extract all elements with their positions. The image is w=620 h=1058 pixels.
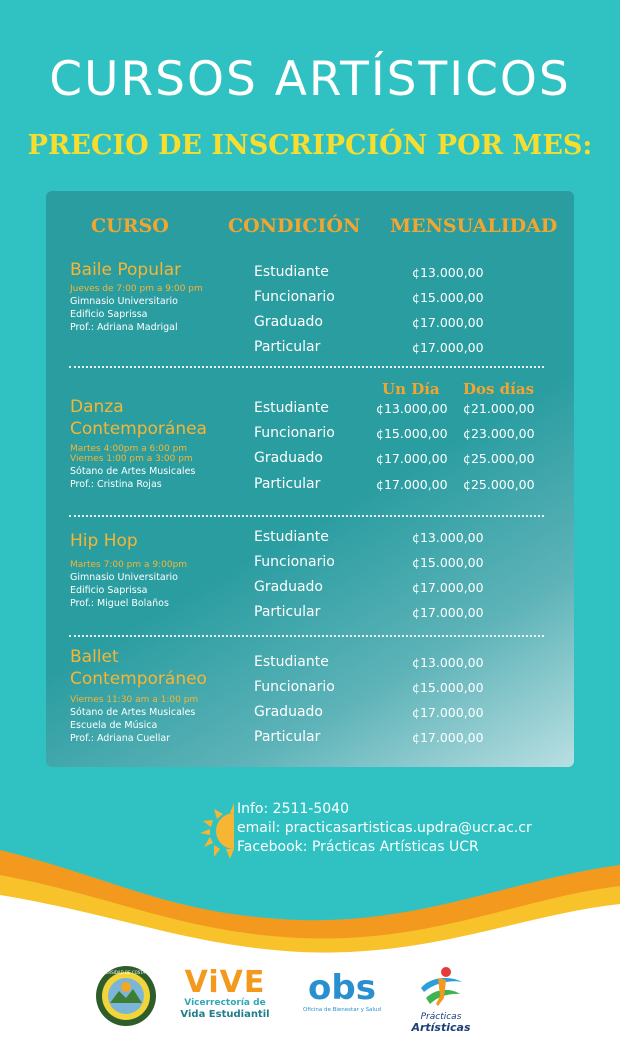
course-info: Prof.: Cristina Rojas bbox=[70, 479, 162, 490]
course-name: Danza bbox=[70, 397, 124, 417]
course-info: Prof.: Adriana Madrigal bbox=[70, 322, 178, 333]
section-divider bbox=[69, 366, 544, 368]
course-name: Ballet bbox=[70, 647, 119, 667]
condition: Funcionario bbox=[254, 554, 335, 570]
pa-logo-line1: Prácticas bbox=[420, 1012, 462, 1022]
course-info: Edificio Saprissa bbox=[70, 309, 148, 320]
course-name: Contemporánea bbox=[70, 419, 207, 439]
course-schedule: Viernes 11:30 am a 1:00 pm bbox=[70, 695, 199, 705]
contact-email[interactable]: email: practicasartisticas.updra@ucr.ac.cr bbox=[237, 820, 532, 836]
price-un-dia: ¢15.000,00 bbox=[376, 426, 448, 441]
dancer-icon bbox=[416, 966, 466, 1008]
practicas-artisticas-logo bbox=[410, 966, 472, 1034]
course-info: Prof.: Adriana Cuellar bbox=[70, 733, 171, 744]
price-table-panel bbox=[46, 191, 574, 767]
price: ¢13.000,00 bbox=[412, 530, 484, 545]
contact-facebook[interactable]: Facebook: Prácticas Artísticas UCR bbox=[237, 839, 479, 855]
condition: Graduado bbox=[254, 579, 323, 595]
condition: Estudiante bbox=[254, 654, 329, 670]
obs-logo-subtitle: Oficina de Bienestar y Salud bbox=[303, 1007, 381, 1013]
price-un-dia: ¢17.000,00 bbox=[376, 477, 448, 492]
contact-info bbox=[237, 800, 532, 857]
price: ¢15.000,00 bbox=[412, 680, 484, 695]
price: ¢15.000,00 bbox=[412, 290, 484, 305]
price: ¢17.000,00 bbox=[412, 705, 484, 720]
header-dos-dias: Dos días bbox=[463, 380, 535, 398]
condition: Particular bbox=[254, 476, 321, 492]
section-divider bbox=[69, 515, 544, 517]
course-info: Gimnasio Universitario bbox=[70, 572, 178, 583]
price: ¢17.000,00 bbox=[412, 605, 484, 620]
vive-logo-line2: Vida Estudiantil bbox=[180, 1009, 270, 1020]
section-divider bbox=[69, 635, 544, 637]
price: ¢17.000,00 bbox=[412, 315, 484, 330]
vive-logo-line1: Vicerrectoría de bbox=[184, 998, 266, 1008]
course-schedule: Viernes 1:00 pm a 3:00 pm bbox=[70, 454, 193, 464]
course-name: Baile Popular bbox=[70, 260, 182, 280]
condition: Funcionario bbox=[254, 679, 335, 695]
condition: Graduado bbox=[254, 450, 323, 466]
course-schedule: Martes 7:00 pm a 9:00pm bbox=[70, 560, 188, 570]
price-dos-dias: ¢25.000,00 bbox=[463, 451, 535, 466]
obs-logo bbox=[296, 970, 388, 1014]
price: ¢17.000,00 bbox=[412, 340, 484, 355]
header-un-dia: Un Día bbox=[382, 380, 440, 398]
page-subtitle: PRECIO DE INSCRIPCIÓN POR MES: bbox=[27, 130, 593, 161]
pa-logo-line2: Artísticas bbox=[411, 1021, 471, 1034]
vive-logo-mark: ViVE bbox=[184, 965, 266, 1000]
condition: Graduado bbox=[254, 704, 323, 720]
condition: Funcionario bbox=[254, 425, 335, 441]
course-info: Edificio Saprissa bbox=[70, 585, 148, 596]
course-name: Contemporáneo bbox=[70, 669, 207, 689]
footer-logos bbox=[0, 940, 620, 1058]
price-dos-dias: ¢23.000,00 bbox=[463, 426, 535, 441]
condition: Graduado bbox=[254, 314, 323, 330]
price: ¢17.000,00 bbox=[412, 730, 484, 745]
obs-logo-mark: obs bbox=[308, 968, 376, 1008]
condition: Estudiante bbox=[254, 264, 329, 280]
condition: Particular bbox=[254, 339, 321, 355]
course-info: Sótano de Artes Musicales bbox=[70, 466, 196, 477]
vive-logo bbox=[178, 965, 272, 1021]
course-name: Hip Hop bbox=[70, 531, 138, 551]
condition: Estudiante bbox=[254, 400, 329, 416]
course-schedule: Martes 4:00pm a 6:00 pm bbox=[70, 444, 188, 454]
price: ¢13.000,00 bbox=[412, 655, 484, 670]
page-title: CURSOS ARTÍSTICOS bbox=[49, 52, 571, 107]
price-un-dia: ¢17.000,00 bbox=[376, 451, 448, 466]
course-info: Sótano de Artes Musicales bbox=[70, 707, 196, 718]
sun-icon bbox=[200, 803, 234, 859]
price-dos-dias: ¢25.000,00 bbox=[463, 477, 535, 492]
condition: Estudiante bbox=[254, 529, 329, 545]
ucr-seal-logo bbox=[95, 965, 157, 1027]
course-info: Gimnasio Universitario bbox=[70, 296, 178, 307]
contact-phone: Info: 2511-5040 bbox=[237, 801, 349, 817]
course-schedule: Jueves de 7:00 pm a 9:00 pm bbox=[70, 284, 203, 294]
course-info: Escuela de Música bbox=[70, 720, 158, 731]
price: ¢15.000,00 bbox=[412, 555, 484, 570]
header-mensualidad: MENSUALIDAD bbox=[390, 215, 558, 237]
header-condicion: CONDICIÓN bbox=[228, 215, 361, 237]
condition: Particular bbox=[254, 729, 321, 745]
header-curso: CURSO bbox=[91, 215, 169, 237]
condition: Particular bbox=[254, 604, 321, 620]
price: ¢13.000,00 bbox=[412, 265, 484, 280]
price-un-dia: ¢13.000,00 bbox=[376, 401, 448, 416]
course-info: Prof.: Miguel Bolaños bbox=[70, 598, 169, 609]
ucr-seal-text: UNIVERSIDAD DE COSTA RICA bbox=[96, 970, 156, 975]
price: ¢17.000,00 bbox=[412, 580, 484, 595]
condition: Funcionario bbox=[254, 289, 335, 305]
price-dos-dias: ¢21.000,00 bbox=[463, 401, 535, 416]
